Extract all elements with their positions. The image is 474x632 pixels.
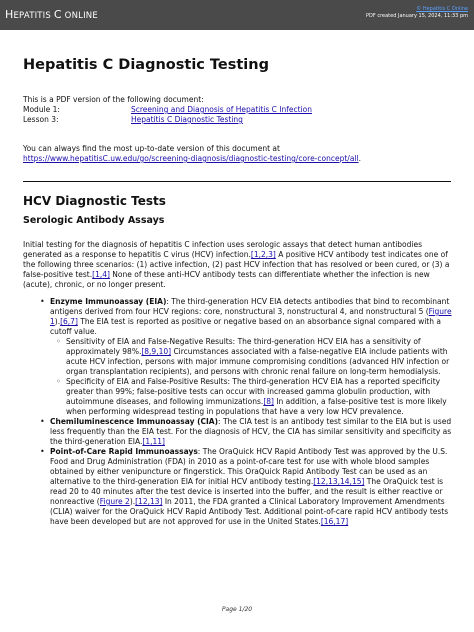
site-logo[interactable]: HEPATITIS C ONLINE (5, 8, 98, 21)
reference-link[interactable]: [1,2,3] (250, 250, 276, 259)
intro-paragraph: Initial testing for the diagnosis of hepatitis C infection uses serologic assays that detect human antibodies generated as a response to hepatitis C virus (HCV) infection.[1,2,3] A positive HCV antibody test indicates one of the following three scenarios: (1) active infection, (2) past HCV infection that has resolved or been cured, or (3) a false-positive test.[1,4] None of these anti-HCV antibody tests can differentiate whether the infection is new (acute), chronic, or no longer present. (23, 240, 450, 289)
meta-row-lesson (23, 115, 312, 125)
reference-link[interactable]: [1,11] (142, 437, 165, 446)
list-item-sensitivity: ◦ Sensitivity of EIA and False-Negative Results: The third-generation HCV EIA has a sensitivity of approximately 98%.[8,9,10] Circumstances associated with a false-negative EIA include patients with acute HCV infection, persons with major immune compromising conditions (advanced HIV infection or organ transplantation recipients), and persons with chronic renal failure on long-term hemodialysis. (50, 337, 455, 377)
section-heading: HCV Diagnostic Tests (23, 194, 166, 208)
reference-link[interactable]: [12,13,14,15] (313, 477, 365, 486)
section-divider (23, 181, 451, 182)
reference-link[interactable]: [12,13] (135, 497, 163, 506)
reference-link[interactable]: [16,17] (320, 517, 349, 526)
pdf-created-date: PDF created January 15, 2024, 11:33 pm (366, 13, 468, 19)
subsection-heading: Serologic Antibody Assays (23, 215, 165, 226)
assay-list (23, 297, 455, 527)
module-link[interactable]: Screening and Diagnosis of Hepatitis C Infection (131, 105, 312, 114)
bullet-label: Chemiluminescence Immunoassay (CIA) (50, 417, 219, 426)
meta-row-module (23, 105, 312, 115)
reference-link[interactable]: [8] (263, 397, 274, 406)
bullet-label: Enzyme Immunoassay (EIA) (50, 297, 167, 306)
list-item-specificity: ◦ Specificity of EIA and False-Positive Results: The third-generation HCV EIA has a reported specificity greater than 99%; false-positive tests can occur with increased gamma globulin production, with autoimmune diseases, and following immunizations.[8] In addition, a false-positive test is more likely when performing widespread testing in populations that have a very low HCV prevalence. (50, 377, 455, 417)
bullet-label: Point-of-Care Rapid Immunoassays (50, 447, 198, 456)
document-meta (23, 95, 312, 125)
meta-label: Lesson 3: (23, 115, 59, 124)
reference-link[interactable]: [6,7] (60, 317, 78, 326)
reference-link[interactable]: [8,9,10] (141, 347, 172, 356)
list-item-poc: • Point-of-Care Rapid Immunoassays: The OraQuick HCV Rapid Antibody Test was approved by the U.S. Food and Drug Administration (FDA) in 2010 as a point-of-care test for use with whole blood samples obtained by either venipuncture or fingerstick. This OraQuick Rapid Antibody Test can be used as an alternative to the third-generation EIA for initial HCV antibody testing.[12,13,14,15] The OraQuick test is read 20 to 40 minutes after the test device is inserted into the buffer, and the result is either reactive or nonreactive (Figure 2).[12,13] In 2011, the FDA granted a Clinical Laboratory Improvement Amendments (CLIA) waiver for the OraQuick HCV Rapid Antibody Test. Additional point-of-care rapid HCV antibody tests have been developed but are not approved for use in the United States.[16,17] (23, 447, 455, 527)
copyright-link[interactable]: © Hepatitis C Online (416, 6, 468, 12)
lesson-link[interactable]: Hepatitis C Diagnostic Testing (131, 115, 243, 124)
meta-intro: This is a PDF version of the following document: (23, 95, 204, 104)
figure-1-link[interactable]: Figure 1 (50, 307, 452, 326)
page-number: Page 1/20 (221, 606, 253, 613)
uptodate-text: You can always find the most up-to-date version of this document at (23, 144, 280, 153)
list-item-eia: • Enzyme Immunoassay (EIA): The third-generation HCV EIA detects antibodies that bind to recombinant antigens derived from four HCV regions: core, nonstructural 3, nonstructural 4, and nonstructural 5 (Figure 1).[6,7] The EIA test is reported as positive or negative based on an absorbance signal compared with a cutoff value. ◦ Sensitivity of EIA and False-Negative Results: The third-generation HCV EIA has a sensitivity of approximately 98%.[8,9,10] Circumstances associated with a false-negative EIA include patients with acute HCV infection, persons with major immune compromising conditions (advanced HIV infection or organ transplantation recipients), and persons with chronic renal failure on long-term hemodialysis. ◦ Specificity of EIA and False-Positive Results: The third-generation HCV EIA has a reported specificity greater than 99%; false-positive tests can occur with increased gamma globulin production, with autoimmune diseases, and following immunizations.[8] In addition, a false-positive test is more likely when performing widespread testing in populations that have a very low HCV prevalence. (23, 297, 455, 417)
header-bar (0, 0, 474, 30)
eia-sublist (50, 337, 455, 417)
uptodate-note: You can always find the most up-to-date version of this document at https://www.hepatitisC.uw.edu/go/screening-diagnosis/diagnostic-testing/core-concept/all. (23, 144, 453, 164)
document-title: Hepatitis C Diagnostic Testing (23, 57, 269, 73)
list-item-cia: • Chemiluminescence Immunoassay (CIA): The CIA test is an antibody test similar to the EIA but is used less frequently than the EIA test. For the diagnosis of HCV, the CIA has similar sensitivity and specificity as the third-generation EIA.[1,11] (23, 417, 455, 447)
meta-label: Module 1: (23, 105, 60, 114)
header-info (366, 6, 468, 20)
meta-table (23, 105, 312, 125)
uptodate-url-link[interactable]: https://www.hepatitisC.uw.edu/go/screening-diagnosis/diagnostic-testing/core-concept/all (23, 154, 359, 163)
figure-2-link[interactable]: Figure 2 (99, 497, 130, 506)
reference-link[interactable]: [1,4] (92, 270, 110, 279)
